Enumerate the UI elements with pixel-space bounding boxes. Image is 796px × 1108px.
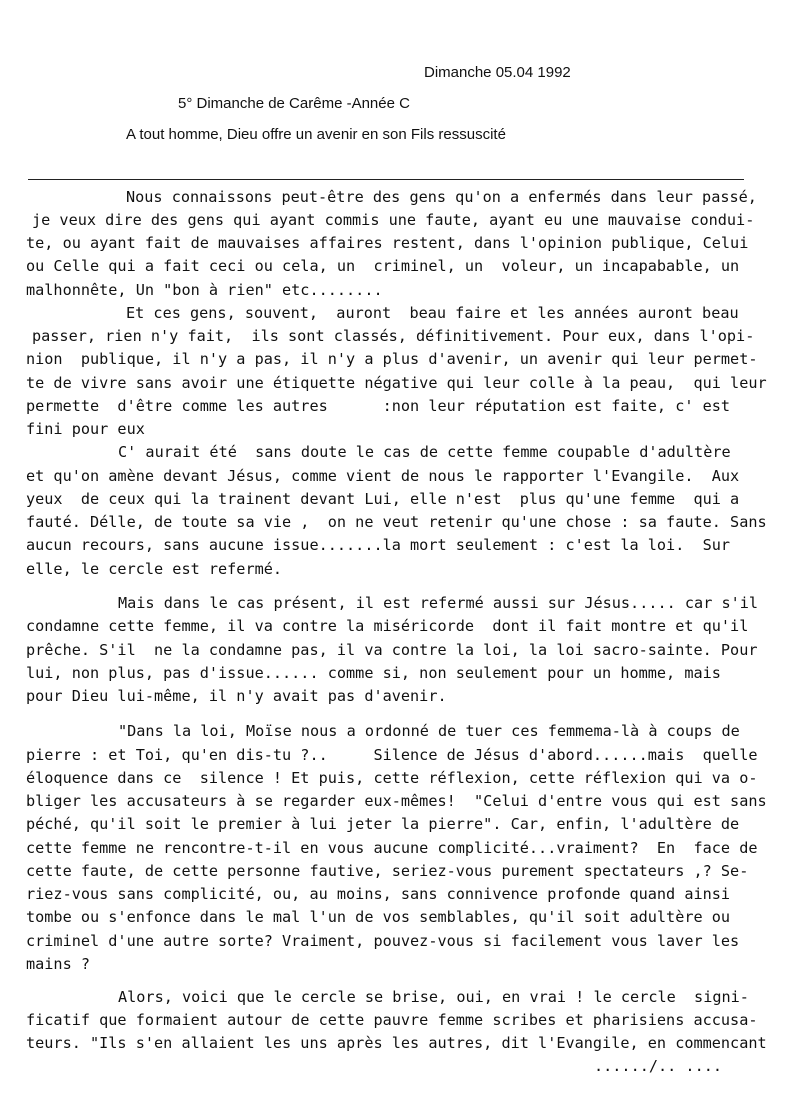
text-line: cette faute, de cette personne fautive, seriez-vous purement spectateurs ,? Se-: [26, 862, 749, 880]
text-line: Nous connaissons peut-être des gens qu'on a enfermés dans leur passé,: [126, 188, 757, 206]
text-line: je veux dire des gens qui ayant commis une faute, ayant eu une mauvaise condui-: [32, 211, 755, 229]
text-line: teurs. "Ils s'en allaient les uns après les autres, dit l'Evangile, en commencant: [26, 1034, 767, 1052]
text-line: aucun recours, sans aucune issue.......la mort seulement : c'est la loi. Sur: [26, 536, 731, 554]
text-line: Mais dans le cas présent, il est refermé aussi sur Jésus..... car s'il: [118, 594, 759, 612]
text-line: bliger les accusateurs à se regarder eux-mêmes! "Celui d'entre vous qui est sans: [26, 792, 767, 810]
text-line: yeux de ceux qui la trainent devant Lui, elle n'est plus qu'une femme qui a: [26, 490, 740, 508]
text-line: passer, rien n'y fait, ils sont classés, définitivement. Pour eux, dans l'opi-: [32, 327, 755, 345]
text-line: ou Celle qui a fait ceci ou cela, un criminel, un voleur, un incapabable, un: [26, 257, 740, 275]
text-line: elle, le cercle est refermé.: [26, 560, 283, 578]
text-line: cette femme ne rencontre-t-il en vous aucune complicité...vraiment? En face de: [26, 839, 758, 857]
text-line: criminel d'une autre sorte? Vraiment, pouvez-vous si facilement vous laver les: [26, 932, 740, 950]
text-line: ....../.. ....: [594, 1057, 723, 1075]
text-line: lui, non plus, pas d'issue...... comme si, non seulement pour un homme, mais: [26, 664, 721, 682]
text-line: éloquence dans ce silence ! Et puis, cette réflexion, cette réflexion qui va o-: [26, 769, 758, 787]
text-line: "Dans la loi, Moïse nous a ordonné de tuer ces femmema-là à coups de: [118, 722, 740, 740]
text-line: péché, qu'il soit le premier à lui jeter la pierre". Car, enfin, l'adultère de: [26, 815, 740, 833]
text-line: te, ou ayant fait de mauvaises affaires restent, dans l'opinion publique, Celui: [26, 234, 749, 252]
document-title: A tout homme, Dieu offre un avenir en son Fils ressuscité: [126, 126, 506, 143]
date-line: Dimanche 05.04 1992: [424, 64, 571, 81]
text-line: Et ces gens, souvent, auront beau faire et les années auront beau: [126, 304, 739, 322]
text-line: nion publique, il n'y a pas, il n'y a plus d'avenir, un avenir qui leur permet-: [26, 350, 758, 368]
text-line: fauté. Délle, de toute sa vie , on ne veut retenir qu'une chose : sa faute. Sans: [26, 513, 767, 531]
separator-rule: [28, 179, 744, 180]
text-line: malhonnête, Un "bon à rien" etc........: [26, 281, 383, 299]
text-line: condamne cette femme, il va contre la miséricorde dont il fait montre et qu'il: [26, 617, 749, 635]
text-line: mains ?: [26, 955, 91, 973]
text-line: pierre : et Toi, qu'en dis-tu ?.. Silence de Jésus d'abord......mais quelle: [26, 746, 758, 764]
text-line: et qu'on amène devant Jésus, comme vient de nous le rapporter l'Evangile. Aux: [26, 467, 740, 485]
subtitle: 5° Dimanche de Carême -Année C: [178, 95, 410, 112]
text-line: tombe ou s'enfonce dans le mal l'un de vos semblables, qu'il soit adultère ou: [26, 908, 731, 926]
text-line: fini pour eux: [26, 420, 145, 438]
text-line: te de vivre sans avoir une étiquette négative qui leur colle à la peau, qui leur: [26, 374, 767, 392]
text-line: C' aurait été sans doute le cas de cette femme coupable d'adultère: [118, 443, 731, 461]
text-line: riez-vous sans complicité, ou, au moins, sans connivence profonde quand ainsi: [26, 885, 731, 903]
text-line: pour Dieu lui-même, il n'y avait pas d'avenir.: [26, 687, 447, 705]
text-line: ficatif que formaient autour de cette pauvre femme scribes et pharisiens accusa-: [26, 1011, 758, 1029]
text-line: prêche. S'il ne la condamne pas, il va contre la loi, la loi sacro-sainte. Pour: [26, 641, 758, 659]
text-line: permette d'être comme les autres :non leur réputation est faite, c' est: [26, 397, 731, 415]
text-line: Alors, voici que le cercle se brise, oui, en vrai ! le cercle signi-: [118, 988, 749, 1006]
